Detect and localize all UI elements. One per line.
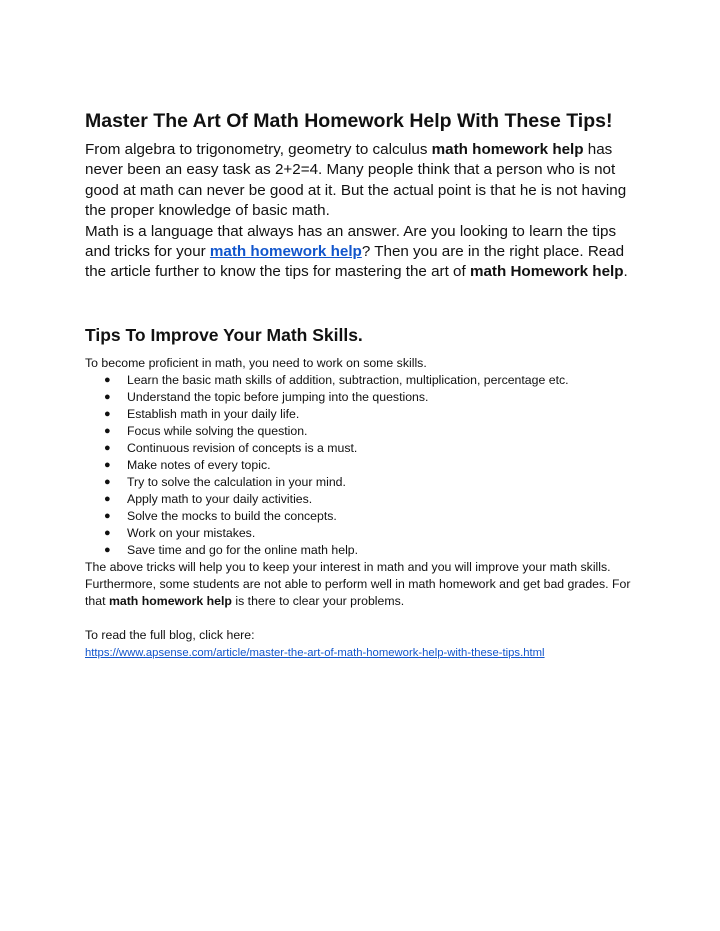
intro-p1-bold: math homework help — [431, 141, 584, 158]
tip-list-item — [85, 406, 645, 423]
tips-list — [85, 372, 645, 559]
tip-text: Learn the basic math skills of addition, subtraction, multiplication, percentage etc. — [127, 373, 569, 387]
intro-paragraph-2 — [85, 222, 645, 283]
tip-text: Work on your mistakes. — [127, 526, 256, 540]
bullet-icon: ● — [104, 408, 111, 420]
tip-text: Make notes of every topic. — [127, 458, 271, 472]
tip-list-item — [85, 423, 645, 440]
tip-list-item — [85, 389, 645, 406]
intro-section — [85, 140, 645, 283]
tips-lead: To become proficient in math, you need to work on some skills. — [85, 356, 427, 370]
bullet-icon: ● — [104, 544, 111, 556]
intro-paragraph-1 — [85, 140, 645, 222]
bullet-icon: ● — [104, 391, 111, 403]
bullet-icon: ● — [104, 459, 111, 471]
tip-list-item — [85, 542, 645, 559]
furthermore-text-b: is there to clear your problems. — [231, 594, 405, 608]
url-paragraph — [85, 644, 645, 662]
tip-list-item — [85, 457, 645, 474]
tip-text: Focus while solving the question. — [127, 424, 308, 438]
tip-text: Solve the mocks to build the concepts. — [127, 509, 337, 523]
furthermore-paragraph — [85, 576, 645, 610]
tip-list-item — [85, 525, 645, 542]
bullet-icon: ● — [104, 374, 111, 386]
spacer — [85, 610, 645, 627]
bullet-icon: ● — [104, 493, 111, 505]
tip-list-item — [85, 491, 645, 508]
tip-list-item — [85, 474, 645, 491]
furthermore-text-a: Furthermore, some students are not able to perform well in math homework and get bad grades. For that — [85, 577, 631, 608]
page-title: Master The Art Of Math Homework Help With These Tips! — [85, 110, 613, 132]
read-more-text: To read the full blog, click here: — [85, 628, 255, 642]
tip-text: Establish math in your daily life. — [127, 407, 300, 421]
math-homework-help-link[interactable]: math homework help — [209, 243, 362, 261]
tip-list-item — [85, 372, 645, 389]
intro-p1-text-a: From algebra to trigonometry, geometry to calculus — [85, 141, 432, 158]
tip-text: Understand the topic before jumping into the questions. — [127, 390, 429, 404]
after-tips-paragraph: The above tricks will help you to keep your interest in math and you will improve your math skills. — [85, 560, 611, 574]
bullet-icon: ● — [104, 442, 111, 454]
tips-section — [85, 355, 645, 662]
intro-p2-text-a: Math is a language that always has an answer. Are you looking to learn the tips and tricks for your — [85, 222, 617, 261]
intro-p2-text-c: . — [623, 263, 628, 281]
tip-text: Try to solve the calculation in your mind. — [127, 475, 346, 489]
bullet-icon: ● — [104, 425, 111, 437]
bullet-icon: ● — [104, 476, 111, 488]
intro-p2-bold: math Homework help — [469, 263, 624, 281]
tip-text: Apply math to your daily activities. — [127, 492, 313, 506]
bullet-icon: ● — [104, 510, 111, 522]
tip-text: Save time and go for the online math help. — [127, 543, 359, 557]
section-heading: Tips To Improve Your Math Skills. — [85, 325, 363, 345]
full-blog-link[interactable]: https://www.apsense.com/article/master-the-art-of-math-homework-help-with-these-tips.html — [85, 647, 545, 659]
intro-p1-text-b: has never been an easy task as 2+2=4. Many people think that a person who is not good at math can never be good at it. But the actual point is that he is not having the proper knowledge of basic math. — [85, 141, 627, 220]
bullet-icon: ● — [104, 527, 111, 539]
intro-p2-text-b: ? Then you are in the right place. Read the article further to know the tips for mastering the art of — [85, 243, 625, 281]
furthermore-bold: math homework help — [108, 594, 232, 608]
tip-text: Continuous revision of concepts is a must. — [127, 441, 358, 455]
tip-list-item — [85, 508, 645, 525]
tip-list-item — [85, 440, 645, 457]
